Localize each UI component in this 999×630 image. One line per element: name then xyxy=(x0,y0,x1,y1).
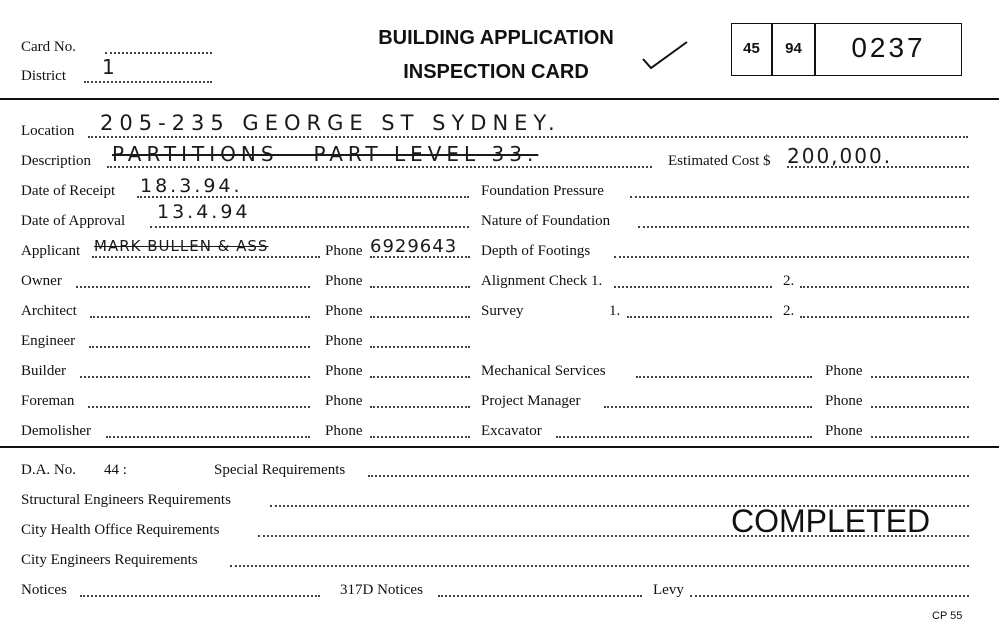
mechanical-field[interactable] xyxy=(636,376,812,378)
city-engineers-field[interactable] xyxy=(230,565,969,567)
alignment-1-field[interactable] xyxy=(614,286,772,288)
notices-317d-label: 317D Notices xyxy=(340,582,423,598)
special-requirements-label: Special Requirements xyxy=(214,462,346,478)
foreman-phone-label: Phone xyxy=(325,393,363,409)
approval-field[interactable] xyxy=(150,226,469,228)
architect-label: Architect xyxy=(21,303,77,319)
estimated-cost-value: 200,000. xyxy=(787,144,893,168)
depth-footings-label: Depth of Footings xyxy=(481,243,591,259)
structural-requirements-label: Structural Engineers Requirements xyxy=(21,492,231,508)
mechanical-phone-label: Phone xyxy=(825,363,863,379)
special-requirements-field[interactable] xyxy=(368,475,969,477)
depth-footings-field[interactable] xyxy=(614,256,969,258)
alignment-2-label: 2. xyxy=(783,273,795,289)
applicant-phone-value: 6929643 xyxy=(370,236,458,257)
project-manager-phone-field[interactable] xyxy=(871,406,969,408)
builder-phone-field[interactable] xyxy=(370,376,470,378)
mechanical-phone-field[interactable] xyxy=(871,376,969,378)
description-field[interactable] xyxy=(107,166,652,168)
location-value: 205-235 GEORGE ST SYDNEY. xyxy=(100,111,561,135)
demolisher-phone-label: Phone xyxy=(325,423,363,439)
checkmark-icon xyxy=(640,38,690,74)
owner-field[interactable] xyxy=(76,286,310,288)
description-label: Description xyxy=(21,153,91,169)
card-box-number: 0237 xyxy=(851,32,926,63)
completed-stamp: COMPLETED xyxy=(731,503,931,539)
excavator-field[interactable] xyxy=(556,436,812,438)
details-divider xyxy=(0,446,999,448)
location-field[interactable] xyxy=(88,136,968,138)
demolisher-phone-field[interactable] xyxy=(370,436,470,438)
approval-label: Date of Approval xyxy=(21,213,126,229)
notices-317d-field[interactable] xyxy=(438,595,642,597)
engineer-phone-field[interactable] xyxy=(370,346,470,348)
alignment-2-field[interactable] xyxy=(800,286,969,288)
location-label: Location xyxy=(21,123,75,139)
owner-phone-label: Phone xyxy=(325,273,363,289)
architect-phone-field[interactable] xyxy=(370,316,470,318)
owner-label: Owner xyxy=(21,273,62,289)
engineer-field[interactable] xyxy=(89,346,310,348)
district-value: 1 xyxy=(102,55,118,79)
health-requirements-label: City Health Office Requirements xyxy=(21,522,220,538)
notices-label: Notices xyxy=(21,582,67,598)
foreman-phone-field[interactable] xyxy=(370,406,470,408)
architect-phone-label: Phone xyxy=(325,303,363,319)
approval-value: 13.4.94 xyxy=(157,201,251,223)
header-divider xyxy=(0,98,999,100)
project-manager-field[interactable] xyxy=(604,406,812,408)
levy-label: Levy xyxy=(653,582,684,598)
card-box-a: 45 xyxy=(743,40,760,57)
excavator-label: Excavator xyxy=(481,423,542,439)
nature-foundation-field[interactable] xyxy=(638,226,969,228)
receipt-label: Date of Receipt xyxy=(21,183,116,199)
da-no-value: 44 : xyxy=(104,462,127,478)
foreman-field[interactable] xyxy=(88,406,310,408)
survey-2-field[interactable] xyxy=(800,316,969,318)
card-title-line1: BUILDING APPLICATION xyxy=(378,27,614,49)
foundation-pressure-label: Foundation Pressure xyxy=(481,183,604,199)
engineer-label: Engineer xyxy=(21,333,76,349)
card-title-line2: INSPECTION CARD xyxy=(403,61,589,83)
card-box-b: 94 xyxy=(785,40,802,57)
card-no-label: Card No. xyxy=(21,39,76,55)
excavator-phone-label: Phone xyxy=(825,423,863,439)
architect-field[interactable] xyxy=(90,316,310,318)
receipt-value: 18.3.94. xyxy=(140,175,243,197)
demolisher-label: Demolisher xyxy=(21,423,91,439)
survey-2-label: 2. xyxy=(783,303,795,319)
excavator-phone-field[interactable] xyxy=(871,436,969,438)
notices-field[interactable] xyxy=(80,595,320,597)
survey-1-label: 1. xyxy=(609,303,621,319)
district-field[interactable] xyxy=(84,81,212,83)
card-no-field[interactable] xyxy=(105,52,212,54)
engineer-phone-label: Phone xyxy=(325,333,363,349)
card-number-box xyxy=(731,23,962,76)
levy-field[interactable] xyxy=(690,595,969,597)
form-code: CP 55 xyxy=(932,610,963,622)
district-label: District xyxy=(21,68,66,84)
applicant-phone-label: Phone xyxy=(325,243,363,259)
applicant-value: MARK BULLEN & ASS xyxy=(94,237,269,255)
da-no-label: D.A. No. xyxy=(21,462,76,478)
foreman-label: Foreman xyxy=(21,393,75,409)
owner-phone-field[interactable] xyxy=(370,286,470,288)
city-engineers-label: City Engineers Requirements xyxy=(21,552,198,568)
builder-field[interactable] xyxy=(80,376,310,378)
survey-label: Survey xyxy=(481,303,524,319)
foundation-pressure-field[interactable] xyxy=(630,196,969,198)
project-manager-label: Project Manager xyxy=(481,393,581,409)
builder-phone-label: Phone xyxy=(325,363,363,379)
estimated-cost-label: Estimated Cost $ xyxy=(668,153,771,169)
nature-foundation-label: Nature of Foundation xyxy=(481,213,611,229)
project-manager-phone-label: Phone xyxy=(825,393,863,409)
survey-1-field[interactable] xyxy=(627,316,772,318)
mechanical-label: Mechanical Services xyxy=(481,363,606,379)
builder-label: Builder xyxy=(21,363,66,379)
alignment-label: Alignment Check 1. xyxy=(481,273,603,289)
applicant-label: Applicant xyxy=(21,243,81,259)
description-value: PARTITIONS - PART LEVEL 33. xyxy=(112,142,539,166)
applicant-field[interactable] xyxy=(92,256,320,258)
demolisher-field[interactable] xyxy=(106,436,310,438)
